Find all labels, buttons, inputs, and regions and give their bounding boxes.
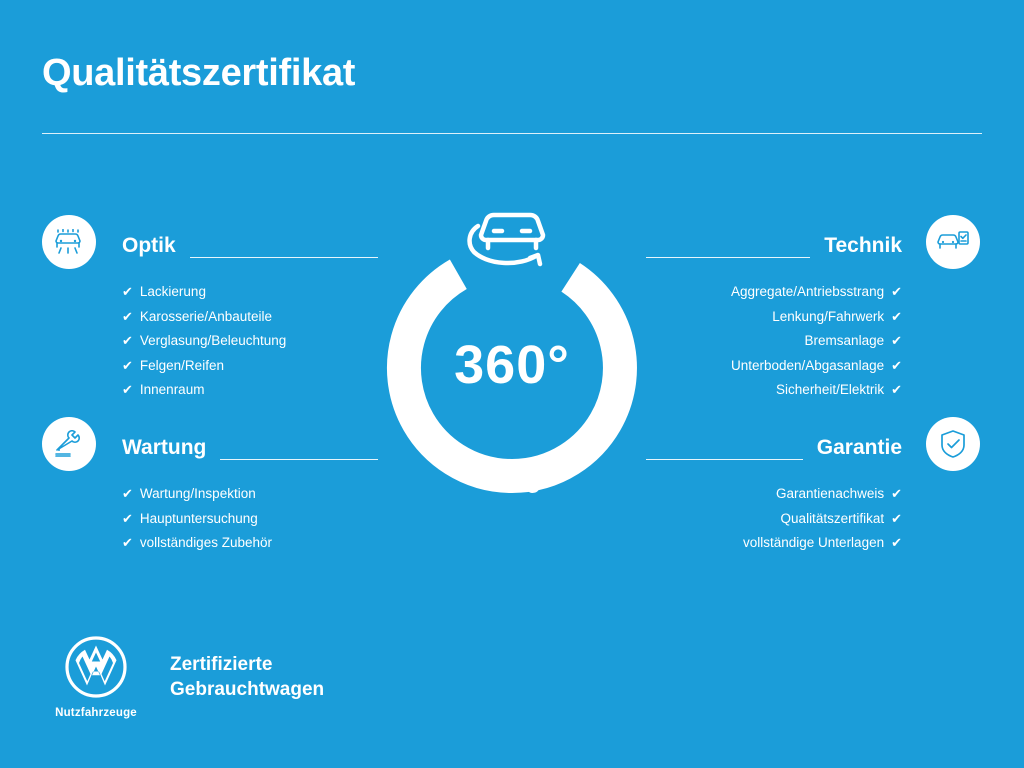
vw-logo-mark: [65, 636, 127, 698]
check-icon: ✔: [891, 486, 902, 501]
check-icon: ✔: [891, 284, 902, 299]
checklist-wartung: [122, 482, 378, 556]
list-item-label: Hauptuntersuchung: [139, 510, 258, 526]
list-item: [646, 280, 902, 305]
check-icon: ✔: [122, 284, 133, 299]
list-item-label: Sicherheit/Elektrik: [776, 382, 885, 397]
list-item-label: Karosserie/Anbauteile: [139, 308, 272, 324]
arc-label: Gebrauchtwagen-Check: [404, 408, 620, 496]
section-divider: [646, 459, 803, 460]
list-item: [646, 531, 902, 556]
vw-logo-caption: Nutzfahrzeuge: [55, 707, 137, 719]
section-divider: [220, 459, 378, 460]
section-title: Technik: [824, 234, 902, 257]
list-item: [646, 329, 902, 354]
list-item-label: Wartung/Inspektion: [139, 486, 256, 501]
check-icon: ✔: [122, 382, 133, 397]
footer-claim: [170, 652, 324, 702]
check-icon: ✔: [122, 308, 133, 324]
checklist-optik: [122, 280, 378, 403]
section-divider: [646, 257, 810, 258]
list-item-label: Aggregate/Antriebsstrang: [730, 284, 885, 299]
list-item-label: Bremsanlage: [804, 333, 885, 348]
list-item: [122, 482, 378, 507]
footer: [42, 636, 324, 719]
list-item-label: Unterboden/Abgasanlage: [730, 357, 885, 373]
checklist-technik: [646, 280, 902, 403]
section-title: Wartung: [122, 436, 207, 459]
list-item: [122, 305, 378, 330]
section-title: Garantie: [816, 436, 902, 459]
title-divider: [42, 133, 982, 134]
car-rotate-icon: [470, 215, 543, 264]
checklist-garantie: [646, 482, 902, 556]
list-item: [122, 280, 378, 305]
footer-line-2: Gebrauchtwagen: [170, 679, 325, 700]
section-header: [122, 430, 378, 466]
list-item: [122, 329, 378, 354]
page-title: Qualitätszertifikat: [42, 52, 356, 94]
check-icon: ✔: [891, 357, 902, 373]
check-icon: ✔: [122, 535, 133, 550]
shield-check-icon: [926, 417, 980, 471]
list-item-label: Garantienachweis: [776, 486, 885, 501]
section-technik: [646, 228, 902, 419]
tools-icon: [42, 417, 96, 471]
360-check-graphic: [362, 186, 662, 496]
list-item: [646, 507, 902, 532]
footer-line-1: Zertifizierte: [170, 654, 273, 675]
list-item-label: Innenraum: [139, 382, 205, 397]
list-item-label: Verglasung/Beleuchtung: [139, 333, 287, 348]
list-item: [646, 482, 902, 507]
section-header: [122, 228, 378, 264]
check-icon: ✔: [122, 510, 133, 526]
list-item: [122, 378, 378, 403]
check-icon: ✔: [122, 486, 133, 501]
list-item-label: Felgen/Reifen: [139, 357, 224, 373]
list-item-label: vollständiges Zubehör: [139, 535, 272, 550]
section-header: [646, 430, 902, 466]
check-icon: ✔: [891, 535, 902, 550]
car-wash-icon: [42, 215, 96, 269]
list-item-label: Qualitätszertifikat: [780, 510, 885, 526]
360-value: 360°: [454, 335, 570, 395]
list-item: [646, 378, 902, 403]
car-check-icon: [926, 215, 980, 269]
section-header: [646, 228, 902, 264]
check-icon: ✔: [122, 333, 133, 348]
check-icon: ✔: [122, 357, 133, 373]
list-item-label: Lackierung: [139, 284, 206, 299]
list-item-label: vollständige Unterlagen: [743, 535, 885, 550]
list-item: [122, 507, 378, 532]
section-title: Optik: [122, 234, 176, 257]
list-item: [122, 531, 378, 556]
list-item: [122, 354, 378, 379]
list-item-label: Lenkung/Fahrwerk: [772, 308, 885, 324]
section-divider: [190, 257, 378, 258]
list-item: [646, 305, 902, 330]
list-item: [646, 354, 902, 379]
section-optik: [122, 228, 378, 419]
section-garantie: [646, 430, 902, 572]
check-icon: ✔: [891, 382, 902, 397]
vw-logo: [42, 636, 150, 719]
check-icon: ✔: [891, 308, 902, 324]
check-icon: ✔: [891, 333, 902, 348]
section-wartung: [122, 430, 378, 572]
check-icon: ✔: [891, 510, 902, 526]
